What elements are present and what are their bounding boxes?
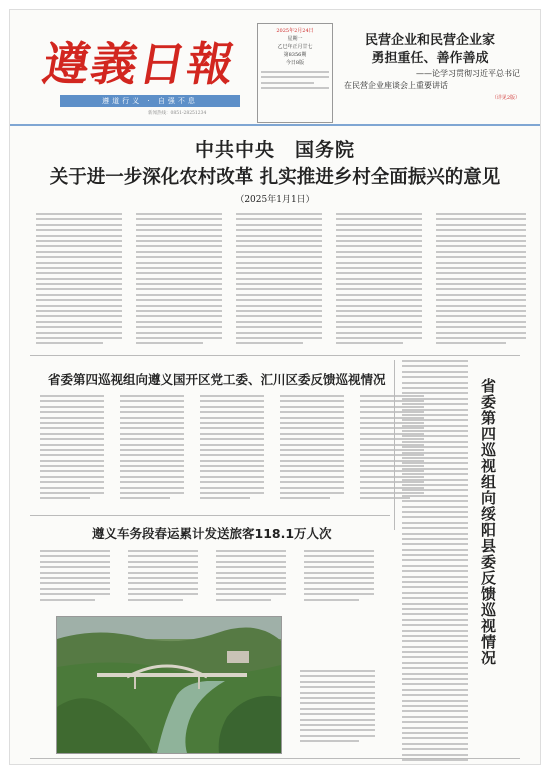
newspaper-front-page: [10, 10, 540, 764]
promo-box[interactable]: [340, 32, 520, 101]
masthead-slogan: 遵道行义 · 自强不息: [60, 95, 240, 107]
promo-note: （详见2版）: [491, 95, 520, 101]
section-divider: [30, 355, 520, 356]
masthead-divider: [10, 124, 540, 126]
story2-body: [40, 395, 430, 505]
story-divider: [30, 515, 390, 516]
story4-headline[interactable]: 省委第四巡视组向绥阳县委反馈巡视情况: [479, 378, 497, 666]
bottom-rule: [30, 758, 520, 759]
lead-date: （2025年1月1日）: [235, 195, 315, 205]
story3-body: [40, 550, 390, 610]
bridge-photo: [56, 616, 282, 754]
issue-weekday: 星期一: [287, 36, 303, 42]
promo-subtitle-line1: ——论学习贯彻习近平总书记: [416, 69, 520, 78]
story3-headline[interactable]: 遵义车务段春运累计发送旅客118.1万人次: [92, 526, 332, 541]
column-divider: [394, 360, 395, 530]
issue-lunar-date: 乙巳年正月廿七: [277, 44, 313, 50]
photo-caption: [300, 670, 375, 745]
masthead-site: 新闻热线：0851-28251234: [148, 111, 207, 116]
story2-headline[interactable]: 省委第四巡视组向遵义国开区党工委、汇川区委反馈巡视情况: [48, 372, 386, 387]
promo-title-line2: 勇担重任、善作善成: [371, 51, 489, 66]
lead-headline-line1[interactable]: 中共中央 国务院: [194, 139, 355, 161]
issue-number: 第8356期: [283, 52, 307, 58]
story4-body: [402, 360, 468, 750]
lead-headline-line2[interactable]: 关于进一步深化农村改革 扎实推进乡村全面振兴的意见: [49, 167, 501, 188]
issue-info-box: [257, 23, 333, 123]
issue-date: 2025年2月24日: [276, 28, 314, 34]
promo-subtitle-line2: 在民营企业座谈会上重要讲话: [344, 81, 448, 90]
promo-title-line1: 民营企业和民营企业家: [364, 33, 495, 48]
lead-article-body: [36, 213, 530, 351]
masthead-logo: 遵義日報: [38, 37, 241, 91]
issue-pages: 今日8版: [285, 60, 305, 66]
